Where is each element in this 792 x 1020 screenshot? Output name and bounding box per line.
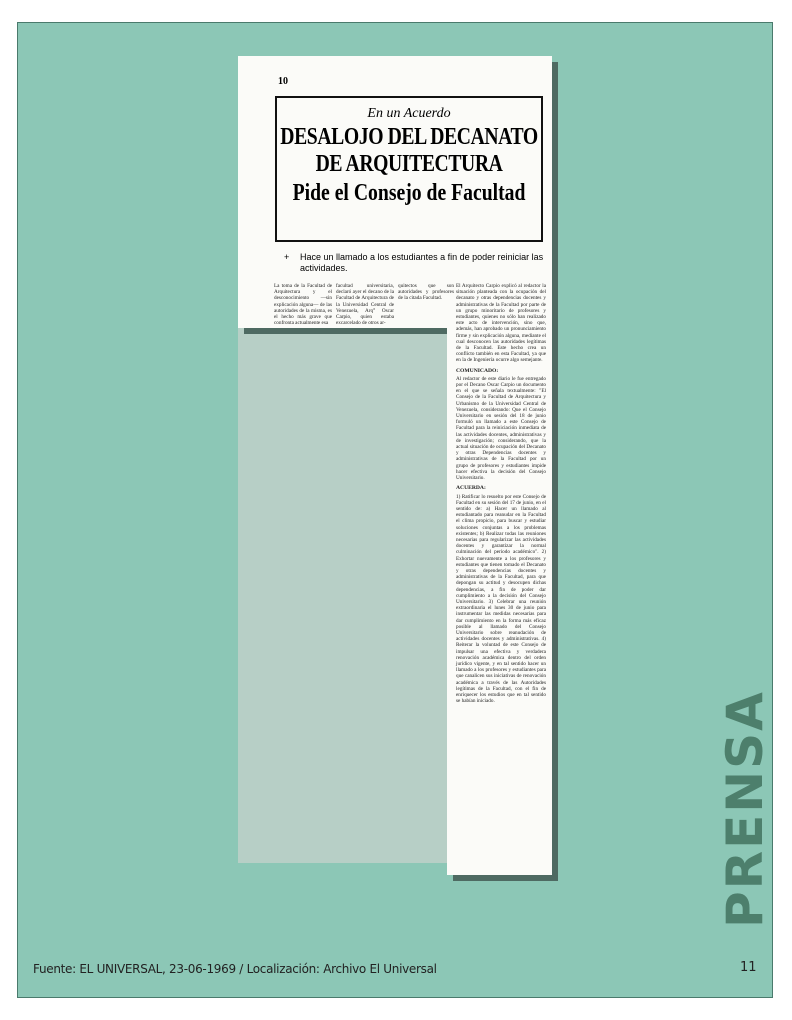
headline-box: [275, 96, 543, 242]
article-column-2: facultad universitaria, declaró ayer el decano de la Facultad de Arquitectura de la Universidad Central de Venezuela, Arq° Oscar Carpio, quien estaba excarcelado de otros ar-: [336, 283, 394, 327]
acuerda-heading: ACUERDA:: [456, 485, 486, 492]
clipping-backdrop: [238, 328, 447, 863]
section-label: PRENSA: [716, 690, 774, 928]
column-4-paragraph-2: Al redactor de este diario le fue entregado por el Decano Oscar Carpio un documento en el que se señala textualmente: "El Consejo de la Facultad de Arquitectura y Urbanismo de la Universidad Central de Venezuela, considerando: Que el Consejo Universitario en sesión del 18 de junio formuló un llamado a este Consejo de Facultad para la reiniciación inmediata de las actividades docentes, administrativas y de investigación; considerando, que la actual situación de ocupación del Decanato y otras Dependencias docentes y administrativas de la Facultad por un grupo de profesores y estudiantes impide hacer efectiva la decisión del Consejo Universitario.: [456, 375, 546, 482]
page-number: 11: [740, 960, 757, 975]
deck: Hace un llamado a los estudiantes a fin de poder reiniciar las actividades.: [300, 252, 544, 273]
article-column-4: [456, 283, 546, 870]
column-4-paragraph-1: El Arquitecto Carpio explicó al redactor la situación planteada con la ocupación del decanato y otras dependencias docentes y administrativas de la Facultad por parte de un grupo minoritario de profesores y estudiantes, quienes no sólo han realizado este acto de intervención, sino que, además, han aprobado un pronunciamiento firme y sin explicación alguna, mediante el cual desconocen las autoridades legítimas de la Facultad. Este hecho crea un conflicto también en esta Facultad, ya que en la de Ingeniería ocurre algo semejante.: [456, 283, 546, 364]
article-column-3: quitectos que son autoridades y profesores de la citada Facultad.: [398, 283, 454, 302]
column-4-paragraph-3: 1) Ratificar lo resuelto por este Consejo de Facultad en su sesión del 17 de junio, en el sentido de: a) Hacer un llamado al estudiantado para reanudar en la Facultad el clima propicio, para buscar y estudiar soluciones conjuntas a los problemas existentes; b) Realizar todas las reuniones necesarias para regularizar las actividades docentes y garantizar la normal culminación del periodo académico". 2) Exhortar nuevamente a los profesores y estudiantes que tienen tomado el Decanato y otras dependencias docentes y administrativas de la Facultad, para que depongan su actitud y desocupen dichas dependencias, a fin de poder dar cumplimiento a la decisión del Consejo Universitario. 3) Celebrar una reunión extraordinaria el lunes 30 de junio para instrumentar las medidas necesarias para dar cumplimiento en la forma más eficaz posible al llamado del Consejo Universitario sobre reanudación de actividades docentes y administrativas. 4) Reiterar la voluntad de este Consejo de impulsar una efectiva y verdadera renovación académica dentro del orden jurídico vigente, y en tal sentido hacer un llamado a los profesores y estudiantes para que canalicen sus iniciativas de renovación académica a través de las Autoridades legítimas de la Facultad, con el fin de enriquecer los estudios que en tal sentido se habían iniciado.: [456, 493, 546, 705]
article-column-1: La toma de la Facultad de Arquitectura y el desconocimiento —sin explicación alguna— de las autoridades de la misma, es el hecho más grave que confronta actualmente esa: [274, 283, 332, 327]
subheadline: Pide el Consejo de Facultad: [292, 180, 526, 206]
newspaper-page-number: 10: [278, 76, 288, 87]
deck-bullet-icon: +: [284, 252, 290, 262]
footer-source: Fuente: EL UNIVERSAL, 23-06-1969 / Localización: Archivo El Universal: [33, 962, 437, 976]
kicker: En un Acuerdo: [367, 106, 451, 121]
comunicado-heading: COMUNICADO:: [456, 367, 499, 374]
headline-line-1: DESALOJO DEL DECANATO: [280, 124, 538, 150]
headline-line-2: DE ARQUITECTURA: [315, 151, 503, 177]
